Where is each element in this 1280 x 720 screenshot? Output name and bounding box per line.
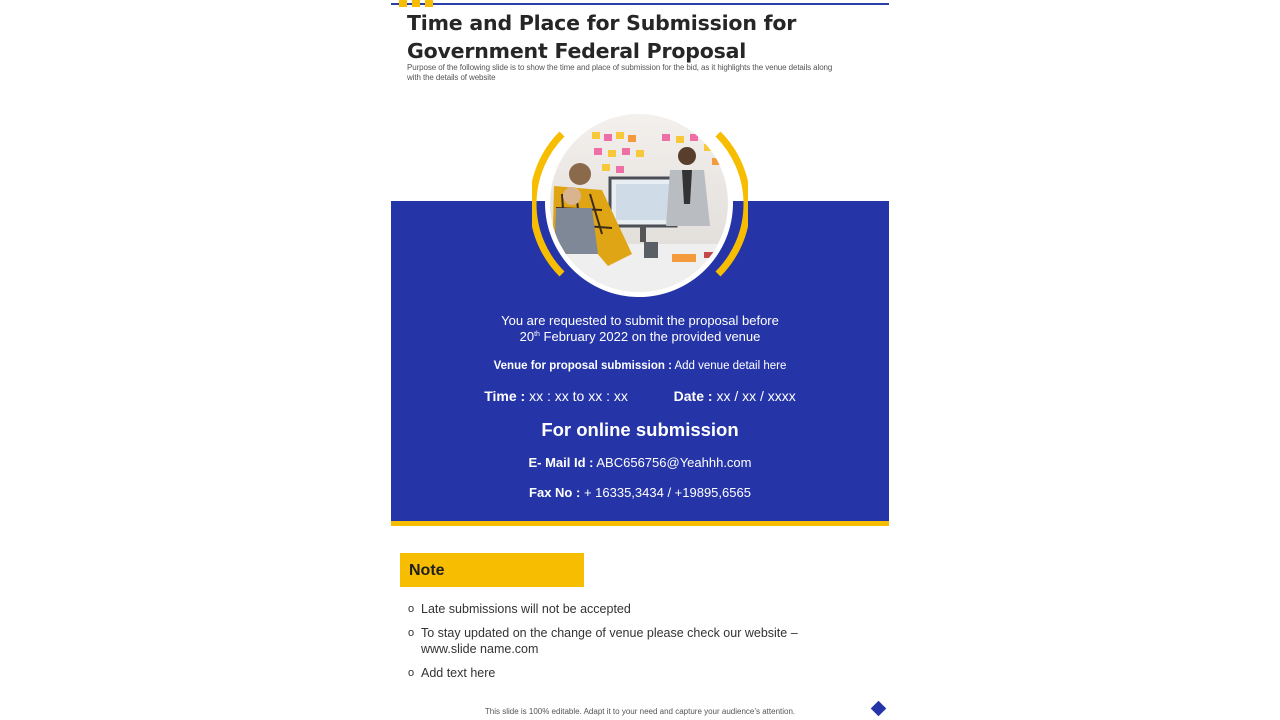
request-day-suffix: th	[534, 331, 540, 338]
venue-value: Add venue detail here	[674, 360, 787, 372]
list-item-line-1: To stay updated on the change of venue please check our website –	[421, 626, 798, 640]
date-label: Date :	[673, 388, 713, 404]
top-squares-decoration	[399, 0, 433, 7]
list-item	[408, 625, 828, 657]
online-submission-heading: For online submission	[541, 419, 739, 440]
fax-label: Fax No :	[529, 485, 581, 500]
venue-label: Venue for proposal submission :	[493, 360, 672, 372]
footer-note: This slide is 100% editable. Adapt it to your need and capture your audience’s attention.	[484, 707, 796, 716]
submission-request-text	[391, 313, 889, 345]
time-date-row	[391, 387, 889, 405]
request-line-1: You are requested to submit the proposal before	[501, 313, 779, 328]
note-list	[408, 601, 828, 689]
title-line-2: Government Federal Proposal	[407, 39, 747, 63]
email-value: ABC656756@Yeahhh.com	[596, 455, 752, 470]
slide-page	[391, 0, 889, 720]
request-line-2: February 2022 on the provided venue	[539, 329, 761, 344]
time-label: Time :	[484, 388, 526, 404]
note-heading: Note	[409, 562, 445, 579]
date-value: xx / xx / xxxx	[716, 388, 796, 404]
team-meeting-photo	[532, 104, 748, 300]
yellow-bottom-rule	[391, 521, 889, 526]
request-day: 20	[519, 329, 535, 344]
page-title	[407, 9, 877, 65]
time-value: xx : xx to xx : xx	[529, 388, 628, 404]
fax-row	[391, 485, 889, 501]
venue-row	[391, 359, 889, 373]
top-rule	[391, 3, 889, 5]
fax-value: + 16335,3434 / +19895,6565	[583, 485, 751, 500]
list-item: o Late submissions will not be accepted	[408, 601, 828, 617]
list-item: o Add text here	[408, 665, 828, 681]
subtitle-line-1: Purpose of the following slide is to show the time and place of submission for the bid, as it highlights the venue details along	[407, 63, 833, 72]
title-line-1: Time and Place for Submission for	[407, 11, 797, 35]
email-row	[391, 455, 889, 471]
list-item-line-2: www.slide name.com	[421, 642, 539, 656]
page-subtitle	[407, 63, 877, 82]
note-heading-box	[400, 553, 584, 587]
subtitle-line-2: with the details of website	[407, 72, 496, 82]
email-label: E- Mail Id :	[528, 455, 594, 470]
